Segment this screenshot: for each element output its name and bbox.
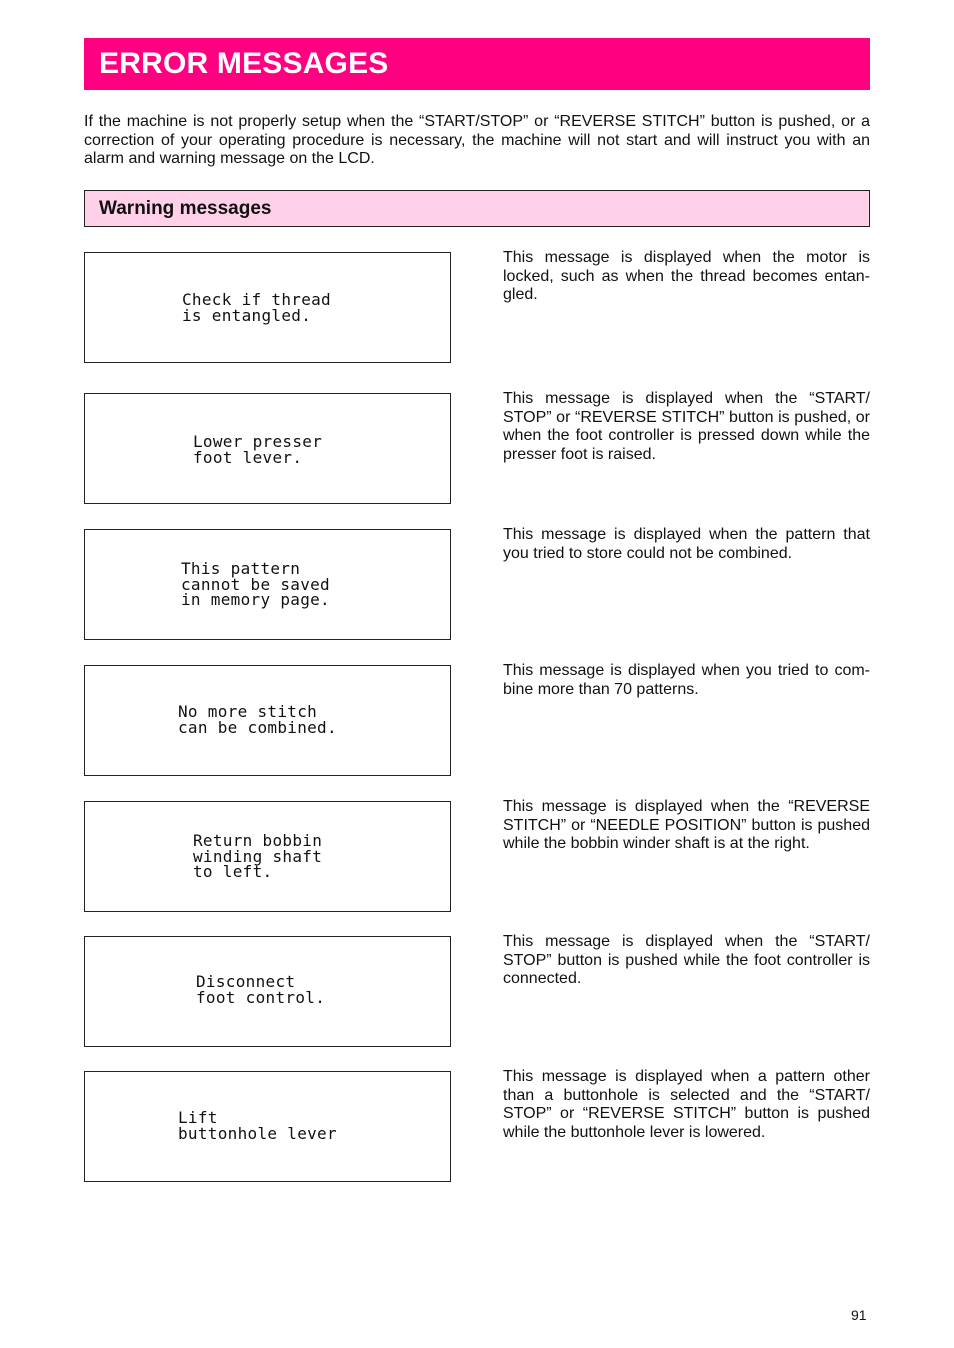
intro-paragraph: If the machine is not properly setup when the “START/STOP” or “REVERSE STITCH” button is pushed, or a correction of your operating procedure is necessary, the machine will not start and will instruct you with an alarm and warning message on the LCD. bbox=[84, 113, 870, 167]
section-bar bbox=[84, 190, 870, 227]
lcd-display bbox=[84, 529, 451, 640]
message-description: This message is displayed when the “START/ STOP” or “REVERSE STITCH” button is pushed, or when the foot controller is pressed down while the presser foot is raised. bbox=[503, 390, 870, 463]
lcd-message-text: Lower presser foot lever. bbox=[193, 432, 323, 467]
message-description: This message is displayed when a pattern other than a buttonhole is selected and the “START/ STOP” or “REVERSE STITCH” button is pushed while the buttonhole lever is lowered. bbox=[503, 1068, 870, 1141]
message-description: This message is displayed when the “START/ STOP” button is pushed while the foot controller is connected. bbox=[503, 933, 870, 987]
lcd-display bbox=[84, 393, 451, 504]
lcd-message-text: This pattern cannot be saved in memory page. bbox=[181, 559, 330, 609]
message-description: This message is displayed when the motor is locked, such as when the thread becomes entan-gled. bbox=[503, 249, 870, 303]
lcd-message-text: Disconnect foot control. bbox=[196, 972, 326, 1007]
lcd-message-text: Check if thread is entangled. bbox=[182, 290, 331, 325]
lcd-display bbox=[84, 801, 451, 912]
page-title: ERROR MESSAGES bbox=[99, 47, 389, 80]
lcd-display bbox=[84, 1071, 451, 1182]
title-bar bbox=[84, 38, 870, 90]
lcd-display bbox=[84, 936, 451, 1047]
lcd-message-text: No more stitch can be combined. bbox=[178, 702, 337, 737]
message-description: This message is displayed when the pattern that you tried to store could not be combined. bbox=[503, 526, 870, 562]
page-number: 91 bbox=[851, 1307, 867, 1323]
message-description: This message is displayed when you tried to com-bine more than 70 patterns. bbox=[503, 662, 870, 698]
lcd-display bbox=[84, 252, 451, 363]
lcd-display bbox=[84, 665, 451, 776]
lcd-message-text: Lift buttonhole lever bbox=[178, 1108, 337, 1143]
lcd-message-text: Return bobbin winding shaft to left. bbox=[193, 831, 323, 881]
section-title: Warning messages bbox=[99, 198, 272, 219]
message-description: This message is displayed when the “REVERSE STITCH” or “NEEDLE POSITION” button is pushed while the bobbin winder shaft is at the right. bbox=[503, 798, 870, 852]
